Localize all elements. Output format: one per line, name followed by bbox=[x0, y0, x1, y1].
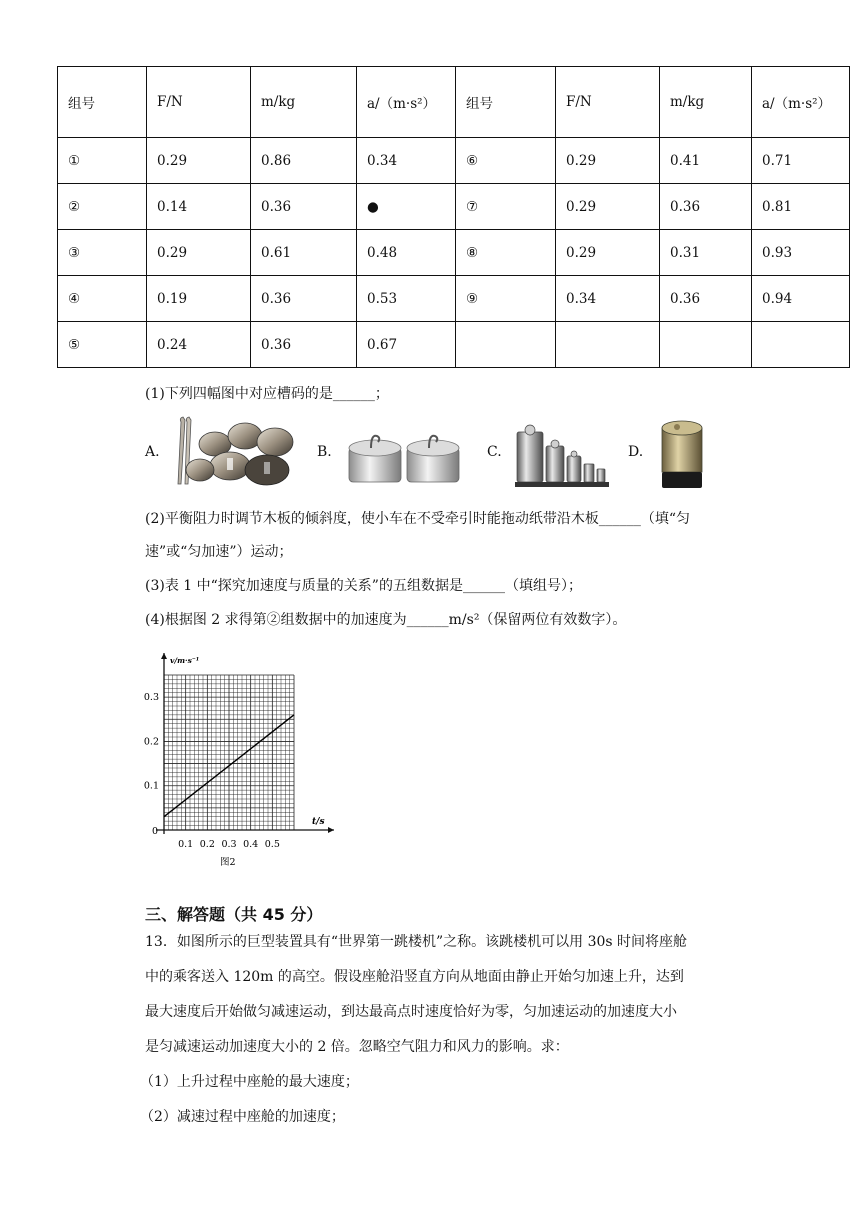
question-2-line-2: 速”或“匀加速”）运动； bbox=[145, 544, 293, 560]
x-axis-label: t/s bbox=[312, 817, 325, 827]
table-cell bbox=[556, 322, 660, 368]
table-cell: 0.29 bbox=[147, 230, 251, 276]
table-cell: 0.19 bbox=[147, 276, 251, 322]
y-axis-label: v/m·s⁻¹ bbox=[170, 656, 200, 665]
table-header-row bbox=[58, 67, 850, 138]
x-axis-arrow-icon bbox=[328, 827, 334, 833]
y-axis-arrow-icon bbox=[161, 653, 167, 659]
table-cell: ① bbox=[58, 138, 147, 184]
slotted-weights-image bbox=[175, 414, 305, 490]
table-cell: 0.36 bbox=[251, 184, 357, 230]
table-cell: 0.93 bbox=[752, 230, 850, 276]
table-cell: ② bbox=[58, 184, 147, 230]
table-cell bbox=[456, 322, 556, 368]
question-13-sub-2: （2）减速过程中座舱的加速度； bbox=[140, 1109, 345, 1125]
header-cell: 组号 bbox=[58, 67, 147, 138]
question-13-sub-1: （1）上升过程中座舱的最大速度； bbox=[140, 1074, 359, 1090]
question-4: (4)根据图 2 求得第②组数据中的加速度为______m/s²（保留两位有效数字）。 bbox=[145, 612, 627, 628]
table-cell: 0.94 bbox=[752, 276, 850, 322]
table-cell: 0.36 bbox=[660, 184, 752, 230]
table-cell: 0.81 bbox=[752, 184, 850, 230]
question-13-line-3: 最大速度后开始做匀减速运动，到达最高点时速度恰好为零，匀加速运动的加速度大小 bbox=[145, 1004, 677, 1020]
table-cell: 0.48 bbox=[357, 230, 456, 276]
table-cell: ④ bbox=[58, 276, 147, 322]
x-tick-label: 0.1 bbox=[178, 839, 194, 850]
table-cell: ● bbox=[357, 184, 456, 230]
x-tick-label: 0.4 bbox=[243, 839, 259, 850]
table-cell: 0.36 bbox=[251, 276, 357, 322]
table-row bbox=[58, 230, 850, 276]
table-cell: ⑨ bbox=[456, 276, 556, 322]
origin-label: 0 bbox=[152, 826, 159, 837]
cylinder-weights-set-image bbox=[515, 424, 610, 488]
question-13-line-1: 13．如图所示的巨型装置具有“世界第一跳楼机”之称。该跳楼机可以用 30s 时间将座舱 bbox=[145, 934, 688, 950]
table-row bbox=[58, 184, 850, 230]
velocity-time-graph bbox=[142, 642, 382, 872]
table-cell: 0.24 bbox=[147, 322, 251, 368]
y-tick-label: 0.1 bbox=[143, 780, 159, 792]
single-weight-image bbox=[657, 416, 707, 492]
question-3: (3)表 1 中“探究加速度与质量的关系”的五组数据是______（填组号）； bbox=[145, 578, 582, 594]
option-a-label: A. bbox=[145, 444, 160, 460]
table-cell: ⑤ bbox=[58, 322, 147, 368]
header-cell: F/N bbox=[147, 67, 251, 138]
chart-grid bbox=[164, 675, 294, 830]
table-cell: 0.53 bbox=[357, 276, 456, 322]
hook-weights-image bbox=[345, 428, 465, 488]
table-cell: 0.86 bbox=[251, 138, 357, 184]
header-cell: m/kg bbox=[251, 67, 357, 138]
table-cell: ③ bbox=[58, 230, 147, 276]
question-13-line-2: 中的乘客送入 120m 的高空。假设座舱沿竖直方向从地面由静止开始匀加速上升，达到 bbox=[145, 969, 684, 985]
table-cell: 0.14 bbox=[147, 184, 251, 230]
table-cell bbox=[660, 322, 752, 368]
table-row bbox=[58, 322, 850, 368]
header-cell: 组号 bbox=[456, 67, 556, 138]
table-cell: ⑥ bbox=[456, 138, 556, 184]
section-title: 三、解答题（共 45 分） bbox=[145, 905, 323, 924]
table-cell: 0.67 bbox=[357, 322, 456, 368]
question-2-line-1: (2)平衡阻力时调节木板的倾斜度，使小车在不受牵引时能拖动纸带沿木板______（填“匀 bbox=[145, 511, 690, 527]
table-cell: 0.36 bbox=[660, 276, 752, 322]
table-cell: 0.34 bbox=[357, 138, 456, 184]
table-cell: 0.29 bbox=[556, 230, 660, 276]
header-cell: m/kg bbox=[660, 67, 752, 138]
x-tick-label: 0.5 bbox=[264, 839, 280, 850]
table-cell: 0.29 bbox=[556, 184, 660, 230]
table-cell: 0.36 bbox=[251, 322, 357, 368]
option-c-label: C. bbox=[487, 444, 502, 460]
x-tick-label: 0.3 bbox=[221, 839, 237, 850]
y-tick-label: 0.3 bbox=[143, 692, 159, 704]
option-d-label: D. bbox=[628, 444, 644, 460]
question-1: (1)下列四幅图中对应槽码的是______； bbox=[145, 386, 389, 402]
table-row bbox=[58, 138, 850, 184]
header-cell: a/（m·s²） bbox=[357, 67, 456, 138]
table-cell: 0.34 bbox=[556, 276, 660, 322]
table-cell: 0.71 bbox=[752, 138, 850, 184]
question-13-line-4: 是匀减速运动加速度大小的 2 倍。忽略空气阻力和风力的影响。求： bbox=[145, 1039, 569, 1055]
answer-options bbox=[145, 414, 735, 494]
header-cell: a/（m·s²） bbox=[752, 67, 850, 138]
table-cell: ⑧ bbox=[456, 230, 556, 276]
table-row bbox=[58, 276, 850, 322]
figure-caption: 图2 bbox=[220, 857, 236, 868]
table-cell: 0.41 bbox=[660, 138, 752, 184]
table-cell bbox=[752, 322, 850, 368]
table-cell: 0.31 bbox=[660, 230, 752, 276]
table-cell: 0.61 bbox=[251, 230, 357, 276]
option-b-label: B. bbox=[317, 444, 332, 460]
y-tick-label: 0.2 bbox=[143, 736, 159, 748]
table-cell: 0.29 bbox=[147, 138, 251, 184]
table-cell: 0.29 bbox=[556, 138, 660, 184]
data-table bbox=[57, 66, 850, 368]
header-cell: F/N bbox=[556, 67, 660, 138]
table-cell: ⑦ bbox=[456, 184, 556, 230]
x-tick-label: 0.2 bbox=[199, 839, 215, 850]
